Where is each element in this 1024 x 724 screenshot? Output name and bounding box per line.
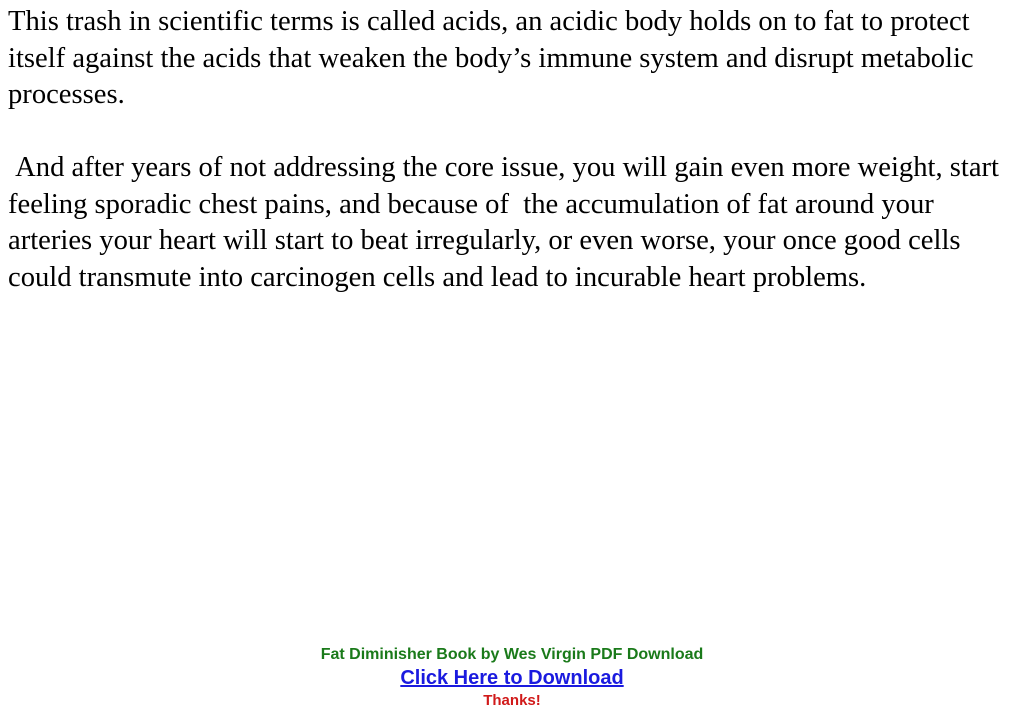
footer-title: Fat Diminisher Book by Wes Virgin PDF Download [320,646,704,663]
download-footer [0,644,1024,712]
body-text [8,4,1020,296]
download-link[interactable]: Click Here to Download [400,667,624,689]
footer-thanks: Thanks! [483,692,541,709]
paragraph-1: This trash in scientific terms is called acids, an acidic body holds on to fat to protect itself against the acids that weaken the body’s immune system and disrupt metabolic processes. [8,6,981,110]
paragraph-2: And after years of not addressing the core issue, you will gain even more weight, start feeling sporadic chest pains, and because of the accumulation of fat around your arteries your heart will start to beat irregularly, or even worse, your once good cells could transmute into carcinogen cells and lead to incurable heart problems. [8,152,1007,293]
